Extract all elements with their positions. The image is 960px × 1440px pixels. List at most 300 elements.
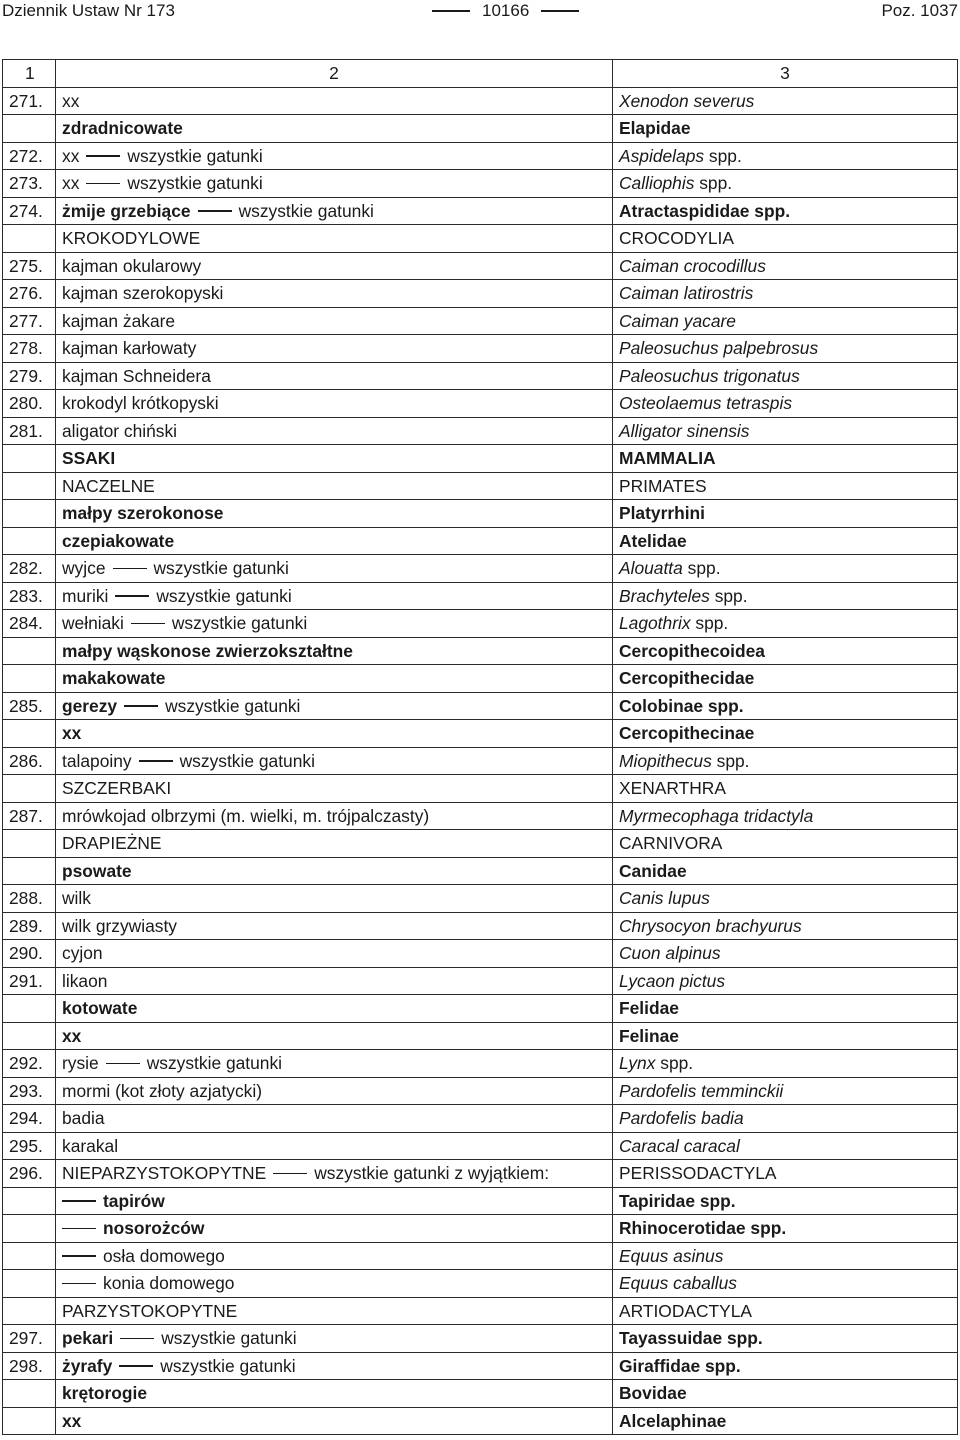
row-number: 284.: [3, 610, 56, 638]
table-row: [3, 857, 958, 885]
page-number: [432, 1, 579, 21]
latin-name: [613, 885, 958, 913]
latin-name: [613, 995, 958, 1023]
latin-name: [613, 747, 958, 775]
row-number: 288.: [3, 885, 56, 913]
latin-name: [613, 940, 958, 968]
latin-name: [613, 912, 958, 940]
polish-name-text: PARZYSTOKOPYTNE: [62, 1300, 238, 1321]
polish-name-text: cyjon: [62, 943, 103, 963]
polish-name: [56, 1380, 613, 1408]
latin-name: [613, 637, 958, 665]
polish-name-text: xx: [62, 90, 80, 111]
latin-name: [613, 362, 958, 390]
latin-name: [613, 830, 958, 858]
latin-name: [613, 1242, 958, 1270]
polish-name: [56, 362, 613, 390]
polish-name-text: makakowate: [62, 668, 166, 688]
row-number: 273.: [3, 170, 56, 198]
journal-title: Dziennik Ustaw Nr 173: [2, 1, 175, 20]
row-number: 278.: [3, 335, 56, 363]
table-row: [3, 307, 958, 335]
row-number: [3, 445, 56, 473]
species-table-body: [3, 60, 958, 1435]
latin-name-text: Myrmecophaga tridactyla: [619, 805, 814, 826]
polish-name: [56, 1187, 613, 1215]
polish-name-text: badia: [62, 1108, 105, 1128]
polish-name: [56, 1242, 613, 1270]
polish-name-text: małpy wąskonose zwierzokształtne: [62, 640, 353, 661]
latin-name: [613, 197, 958, 225]
latin-name-text: Tapiridae spp.: [619, 1190, 736, 1211]
latin-name-text: Aspidelaps: [619, 145, 705, 166]
latin-name-text: Lagothrix: [619, 613, 691, 633]
polish-name: [56, 142, 613, 170]
polish-name-text: wszystkie gatunki: [238, 200, 374, 221]
polish-name-text: wilk: [62, 888, 91, 908]
latin-name: [613, 1050, 958, 1078]
table-row: [3, 1215, 958, 1243]
column-header-3: 3: [613, 60, 958, 88]
table-row: [3, 995, 958, 1023]
row-number: 289.: [3, 912, 56, 940]
table-row: [3, 197, 958, 225]
row-number: 271.: [3, 87, 56, 115]
latin-name-text: Alouatta: [619, 558, 683, 578]
latin-name-text: PERISSODACTYLA: [619, 1163, 777, 1183]
polish-name-text: konia domowego: [103, 1273, 235, 1293]
polish-name: [56, 1215, 613, 1243]
polish-name-text: osła domowego: [103, 1245, 225, 1266]
latin-name-text: spp.: [694, 173, 733, 193]
polish-name: [56, 582, 613, 610]
row-number: [3, 1407, 56, 1435]
latin-name-text: Alcelaphinae: [619, 1410, 727, 1431]
polish-name-text: NIEPARZYSTOKOPYTNE: [62, 1163, 267, 1183]
table-row: [3, 637, 958, 665]
polish-name: [56, 527, 613, 555]
latin-name: [613, 1077, 958, 1105]
polish-name: [56, 692, 613, 720]
polish-name-text: żyrafy: [62, 1355, 113, 1376]
latin-name: [613, 115, 958, 143]
row-number: 279.: [3, 362, 56, 390]
row-number: [3, 637, 56, 665]
latin-name: [613, 142, 958, 170]
latin-name-text: Cercopithecoidea: [619, 640, 765, 661]
dash-separator: [86, 155, 120, 156]
row-number: 285.: [3, 692, 56, 720]
polish-name: [56, 802, 613, 830]
polish-name: [56, 1407, 613, 1435]
polish-name-text: talapoiny: [62, 750, 132, 771]
dash-separator: [62, 1200, 96, 1201]
table-row: [3, 747, 958, 775]
polish-name-text: mrówkojad olbrzymi (m. wielki, m. trójpalczasty): [62, 805, 430, 826]
latin-name-text: Canidae: [619, 860, 687, 881]
polish-name: [56, 830, 613, 858]
polish-name: [56, 472, 613, 500]
column-header-1: 1: [3, 60, 56, 88]
latin-name-text: Calliophis: [619, 173, 695, 193]
species-table: [2, 59, 958, 1435]
polish-name-text: kajman żakare: [62, 310, 176, 331]
row-number: 283.: [3, 582, 56, 610]
row-number: 286.: [3, 747, 56, 775]
table-row: [3, 1022, 958, 1050]
table-row: [3, 335, 958, 363]
table-row: [3, 500, 958, 528]
latin-name-text: Felinae: [619, 1025, 679, 1046]
latin-name-text: Lycaon pictus: [619, 970, 726, 991]
table-row: [3, 1187, 958, 1215]
latin-name-text: Osteolaemus tetraspis: [619, 393, 793, 413]
latin-name: [613, 665, 958, 693]
polish-name: [56, 555, 613, 583]
table-row: [3, 692, 958, 720]
polish-name-text: wszystkie gatunki: [146, 1053, 283, 1073]
polish-name: [56, 857, 613, 885]
polish-name: [56, 1160, 613, 1188]
table-row: [3, 885, 958, 913]
table-row: [3, 610, 958, 638]
table-row: [3, 940, 958, 968]
latin-name: [613, 445, 958, 473]
polish-name-text: zdradnicowate: [62, 118, 183, 138]
position-number: Poz. 1037: [881, 1, 958, 20]
latin-name: [613, 225, 958, 253]
latin-name-text: spp.: [682, 558, 721, 578]
polish-name-text: xx: [62, 723, 82, 743]
dash-separator: [139, 760, 173, 761]
polish-name-text: krętorogie: [62, 1383, 148, 1403]
table-row: [3, 1352, 958, 1380]
latin-name-text: Colobinae spp.: [619, 695, 744, 716]
latin-name: [613, 1270, 958, 1298]
row-number: [3, 500, 56, 528]
table-row: [3, 115, 958, 143]
table-row: [3, 362, 958, 390]
row-number: 276.: [3, 280, 56, 308]
dash-separator: [120, 1338, 154, 1339]
table-row: [3, 582, 958, 610]
latin-name-text: MAMMALIA: [619, 448, 716, 468]
latin-name-text: spp.: [655, 1053, 694, 1073]
polish-name: [56, 720, 613, 748]
polish-name-text: likaon: [62, 970, 108, 991]
table-row: [3, 280, 958, 308]
row-number: [3, 830, 56, 858]
latin-name: [613, 857, 958, 885]
row-number: [3, 775, 56, 803]
dash-left: [432, 10, 470, 12]
latin-name: [613, 170, 958, 198]
polish-name: [56, 1132, 613, 1160]
latin-name: [613, 1325, 958, 1353]
latin-name-text: Giraffidae spp.: [619, 1355, 741, 1376]
dash-separator: [62, 1255, 96, 1256]
latin-name-text: ARTIODACTYLA: [619, 1300, 753, 1321]
latin-name: [613, 472, 958, 500]
latin-name: [613, 527, 958, 555]
polish-name: [56, 500, 613, 528]
latin-name-text: Chrysocyon brachyurus: [619, 915, 802, 936]
polish-name-text: wszystkie gatunki: [127, 173, 263, 193]
polish-name: [56, 252, 613, 280]
polish-name-text: kajman Schneidera: [62, 365, 211, 386]
row-number: [3, 665, 56, 693]
table-row: [3, 252, 958, 280]
polish-name-text: wyjce: [62, 558, 106, 578]
polish-name: [56, 197, 613, 225]
row-number: [3, 472, 56, 500]
latin-name-text: Platyrrhini: [619, 503, 706, 523]
row-number: 274.: [3, 197, 56, 225]
polish-name-text: pekari: [62, 1328, 114, 1348]
polish-name: [56, 1297, 613, 1325]
polish-name-text: KROKODYLOWE: [62, 228, 201, 248]
dash-separator: [198, 210, 232, 211]
latin-name: [613, 775, 958, 803]
row-number: 275.: [3, 252, 56, 280]
polish-name-text: wszystkie gatunki: [156, 585, 292, 606]
table-row: [3, 390, 958, 418]
polish-name: [56, 637, 613, 665]
row-number: 280.: [3, 390, 56, 418]
polish-name-text: wszystkie gatunki z wyjątkiem:: [314, 1163, 550, 1183]
table-row: [3, 665, 958, 693]
polish-name-text: SSAKI: [62, 448, 116, 468]
latin-name: [613, 1160, 958, 1188]
polish-name: [56, 1022, 613, 1050]
polish-name-text: kotowate: [62, 998, 138, 1018]
row-number: 282.: [3, 555, 56, 583]
latin-name: [613, 252, 958, 280]
latin-name-text: Lynx: [619, 1053, 656, 1073]
row-number: [3, 527, 56, 555]
latin-name-text: Caracal caracal: [619, 1135, 740, 1156]
polish-name: [56, 445, 613, 473]
row-number: 292.: [3, 1050, 56, 1078]
latin-name-text: spp.: [704, 145, 742, 166]
polish-name: [56, 610, 613, 638]
latin-name-text: Cercopithecidae: [619, 668, 755, 688]
latin-name-text: Miopithecus: [619, 750, 712, 771]
polish-name: [56, 335, 613, 363]
polish-name: [56, 747, 613, 775]
dash-separator: [131, 623, 165, 624]
latin-name-text: Felidae: [619, 998, 679, 1018]
latin-name-text: XENARTHRA: [619, 778, 726, 798]
latin-name: [613, 1022, 958, 1050]
latin-name: [613, 1132, 958, 1160]
polish-name: [56, 115, 613, 143]
table-row: [3, 417, 958, 445]
table-row: [3, 225, 958, 253]
latin-name: [613, 1105, 958, 1133]
row-number: [3, 995, 56, 1023]
polish-name-text: wilk grzywiasty: [62, 915, 177, 936]
row-number: [3, 1380, 56, 1408]
polish-name-text: aligator chiński: [62, 420, 178, 441]
polish-name-text: wszystkie gatunki: [127, 145, 263, 166]
polish-name: [56, 417, 613, 445]
latin-name-text: PRIMATES: [619, 475, 707, 496]
row-number: 287.: [3, 802, 56, 830]
row-number: [3, 1270, 56, 1298]
latin-name: [613, 582, 958, 610]
polish-name-text: SZCZERBAKI: [62, 778, 172, 798]
polish-name-text: wszystkie gatunki: [165, 695, 301, 716]
dash-separator: [86, 183, 120, 184]
latin-name-text: Caiman yacare: [619, 310, 736, 331]
latin-name: [613, 610, 958, 638]
dash-separator: [115, 595, 149, 596]
table-row: [3, 1380, 958, 1408]
polish-name-text: psowate: [62, 860, 132, 881]
polish-name: [56, 1105, 613, 1133]
row-number: 298.: [3, 1352, 56, 1380]
polish-name: [56, 1050, 613, 1078]
latin-name-text: Pardofelis badia: [619, 1108, 744, 1128]
polish-name-text: wszystkie gatunki: [171, 613, 308, 633]
polish-name-text: małpy szerokonose: [62, 503, 224, 523]
polish-name-text: nosorożców: [103, 1218, 205, 1238]
polish-name-text: NACZELNE: [62, 475, 155, 496]
latin-name: [613, 1187, 958, 1215]
table-row: [3, 830, 958, 858]
polish-name-text: xx: [62, 145, 80, 166]
row-number: 295.: [3, 1132, 56, 1160]
polish-name: [56, 1077, 613, 1105]
table-row: [3, 1105, 958, 1133]
polish-name-text: wszystkie gatunki: [161, 1328, 297, 1348]
polish-name-text: wełniaki: [62, 613, 124, 633]
table-row: [3, 555, 958, 583]
polish-name-text: xx: [62, 173, 80, 193]
polish-name-text: muriki: [62, 585, 109, 606]
latin-name: [613, 307, 958, 335]
latin-name: [613, 967, 958, 995]
latin-name: [613, 335, 958, 363]
polish-name-text: gerezy: [62, 695, 118, 716]
latin-name-text: Alligator sinensis: [619, 420, 750, 441]
latin-name: [613, 417, 958, 445]
latin-name: [613, 802, 958, 830]
latin-name-text: spp.: [711, 750, 750, 771]
polish-name-text: tapirów: [103, 1190, 165, 1211]
latin-name: [613, 692, 958, 720]
latin-name-text: spp.: [709, 585, 748, 606]
polish-name-text: wszystkie gatunki: [160, 1355, 296, 1376]
row-number: 293.: [3, 1077, 56, 1105]
latin-name-text: Brachyteles: [619, 585, 710, 606]
polish-name-text: wszystkie gatunki: [153, 558, 289, 578]
table-row: [3, 720, 958, 748]
polish-name-text: krokodyl krótkopyski: [62, 393, 219, 413]
polish-name-text: xx: [62, 1025, 82, 1046]
table-row: [3, 445, 958, 473]
table-row: [3, 1325, 958, 1353]
latin-name-text: spp.: [690, 613, 729, 633]
dash-separator: [113, 568, 147, 569]
polish-name: [56, 390, 613, 418]
table-row: [3, 1132, 958, 1160]
latin-name-text: Xenodon severus: [619, 90, 755, 111]
latin-name: [613, 1380, 958, 1408]
column-header-2: 2: [56, 60, 613, 88]
polish-name: [56, 87, 613, 115]
polish-name: [56, 1270, 613, 1298]
polish-name: [56, 665, 613, 693]
row-number: [3, 857, 56, 885]
page-header: [0, 0, 960, 26]
latin-name-text: Tayassuidae spp.: [619, 1328, 763, 1348]
latin-name: [613, 1407, 958, 1435]
table-row: [3, 775, 958, 803]
row-number: [3, 1022, 56, 1050]
column-header-row: [3, 60, 958, 88]
table-row: [3, 142, 958, 170]
row-number: [3, 115, 56, 143]
polish-name: [56, 1325, 613, 1353]
polish-name: [56, 912, 613, 940]
latin-name-text: Canis lupus: [619, 888, 710, 908]
latin-name: [613, 390, 958, 418]
row-number: [3, 1215, 56, 1243]
polish-name: [56, 995, 613, 1023]
latin-name-text: Bovidae: [619, 1383, 687, 1403]
polish-name-text: żmije grzebiące: [62, 200, 191, 221]
latin-name-text: CROCODYLIA: [619, 228, 734, 248]
row-number: [3, 1242, 56, 1270]
row-number: 281.: [3, 417, 56, 445]
latin-name: [613, 87, 958, 115]
dash-separator: [273, 1173, 307, 1174]
latin-name-text: Cercopithecinae: [619, 723, 755, 743]
table-row: [3, 1242, 958, 1270]
latin-name: [613, 500, 958, 528]
table-row: [3, 527, 958, 555]
row-number: 297.: [3, 1325, 56, 1353]
row-number: 290.: [3, 940, 56, 968]
polish-name: [56, 225, 613, 253]
dash-right: [541, 10, 579, 12]
latin-name: [613, 720, 958, 748]
polish-name: [56, 775, 613, 803]
latin-name-text: Equus caballus: [619, 1273, 737, 1293]
table-row: [3, 802, 958, 830]
dash-separator: [106, 1063, 140, 1064]
table-row: [3, 1407, 958, 1435]
page-number-text: 10166: [482, 1, 530, 20]
table-row: [3, 1270, 958, 1298]
table-row: [3, 170, 958, 198]
row-number: [3, 1297, 56, 1325]
latin-name-text: Elapidae: [619, 118, 691, 138]
latin-name-text: Cuon alpinus: [619, 943, 721, 963]
polish-name: [56, 307, 613, 335]
latin-name: [613, 555, 958, 583]
latin-name-text: Atractaspididae spp.: [619, 200, 791, 221]
latin-name: [613, 280, 958, 308]
polish-name-text: rysie: [62, 1053, 99, 1073]
latin-name: [613, 1352, 958, 1380]
latin-name-text: Paleosuchus trigonatus: [619, 365, 800, 386]
dash-separator: [62, 1283, 96, 1284]
polish-name-text: mormi (kot złoty azjatycki): [62, 1080, 263, 1101]
polish-name: [56, 940, 613, 968]
